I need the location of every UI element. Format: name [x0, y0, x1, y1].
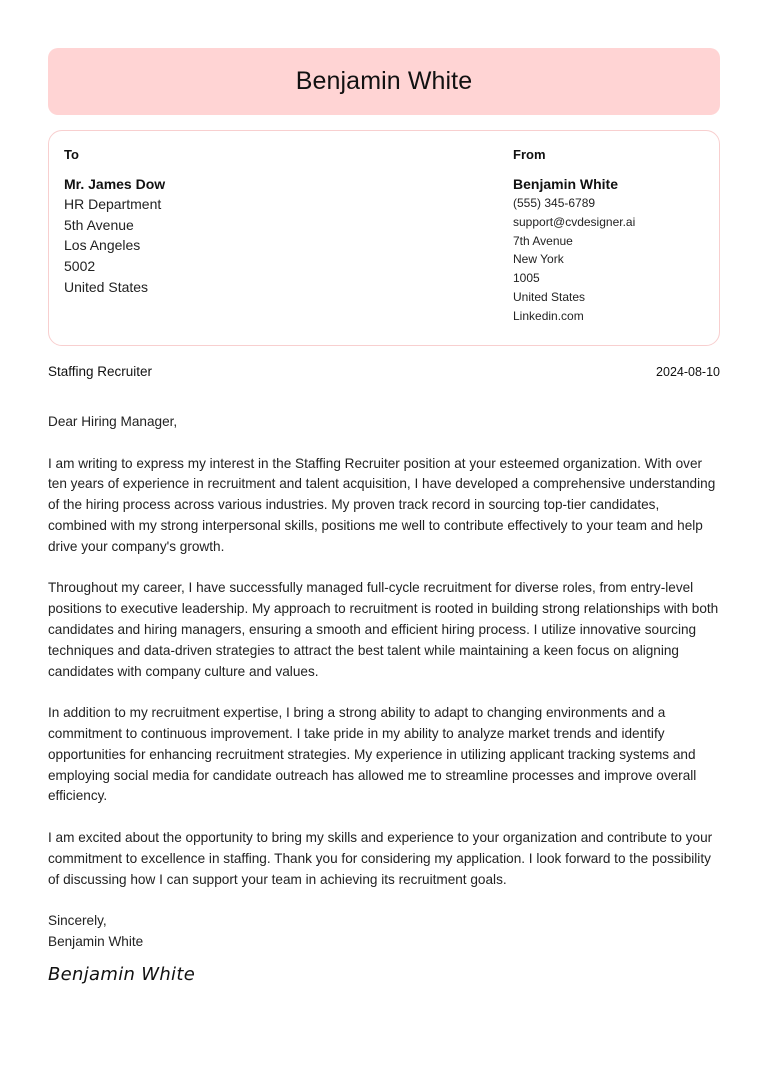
paragraph-intro: I am writing to express my interest in the Staffing Recruiter position at your esteemed organization. With over ten years of experience in recruitment and talent acquisition, I have developed a comprehensive understanding of the hiring process across various industries. My proven track record in sourcing top-tier candidates, combined with my strong interpersonal skills, positions me well to contribute effectively to your team and help drive your company's growth. [48, 455, 716, 554]
address-card [48, 130, 720, 346]
sender-linkedin: Linkedin.com [513, 308, 584, 323]
recipient-address [64, 194, 165, 298]
recipient-name: Mr. James Dow [64, 176, 166, 192]
salutation: Dear Hiring Manager, [48, 414, 178, 429]
letter-date: 2024-08-10 [656, 364, 720, 379]
sender-postal-code: 1005 [513, 271, 540, 286]
closing-phrase: Sincerely, [48, 913, 107, 929]
job-title: Staffing Recruiter [48, 364, 153, 379]
recipient-postal-code: 5002 [64, 258, 96, 275]
letter-body [48, 412, 720, 986]
recipient-street: 5th Avenue [64, 216, 134, 233]
recipient-country: United States [64, 278, 149, 295]
applicant-name-heading: Benjamin White [295, 67, 473, 95]
header-band [48, 48, 720, 115]
sender-email: support@cvdesigner.ai [513, 214, 636, 229]
handwritten-signature: Benjamin White [48, 963, 196, 985]
sender-city: New York [513, 252, 564, 267]
paragraph-career: Throughout my career, I have successfully managed full-cycle recruitment for diverse roles, from entry-level positions to executive leadership. My approach to recruitment is rooted in building strong relationships with both candidates and hiring managers, ensuring a smooth and efficient hiring process. I utilize innovative sourcing techniques and data-driven strategies to attract the best talent while maintaining a keen focus on aligning candidates with company culture and values. [48, 580, 719, 679]
sender-country: United States [513, 289, 586, 304]
recipient-label: To [64, 147, 79, 162]
closing-name: Benjamin White [48, 933, 144, 949]
sender-block [513, 147, 635, 326]
paragraph-expertise: In addition to my recruitment expertise, I bring a strong ability to adapt to changing environments and a commitment to continuous improvement. I take pride in my ability to analyze market trends and identify opportunities for enhancing recruitment strategies. My experience in utilizing applicant tracking systems and employing social media for candidate outreach has allowed me to streamline processes and improve overall efficiency. [48, 705, 697, 804]
sender-contact [513, 194, 635, 326]
sender-label: From [513, 147, 546, 162]
sender-phone: (555) 345-6789 [513, 196, 596, 210]
recipient-block [64, 147, 165, 298]
recipient-city: Los Angeles [64, 237, 141, 254]
paragraph-closing: I am excited about the opportunity to bring my skills and experience to your organization and contribute to your commitment to excellence in staffing. Thank you for considering my application. I look forward to the possibility of discussing how I can support your team in achieving its recruitment goals. [48, 829, 713, 887]
sender-name: Benjamin White [513, 176, 619, 192]
sender-street: 7th Avenue [513, 233, 573, 248]
subject-row [48, 364, 720, 379]
recipient-department: HR Department [64, 196, 162, 212]
cover-letter-page [48, 48, 720, 985]
